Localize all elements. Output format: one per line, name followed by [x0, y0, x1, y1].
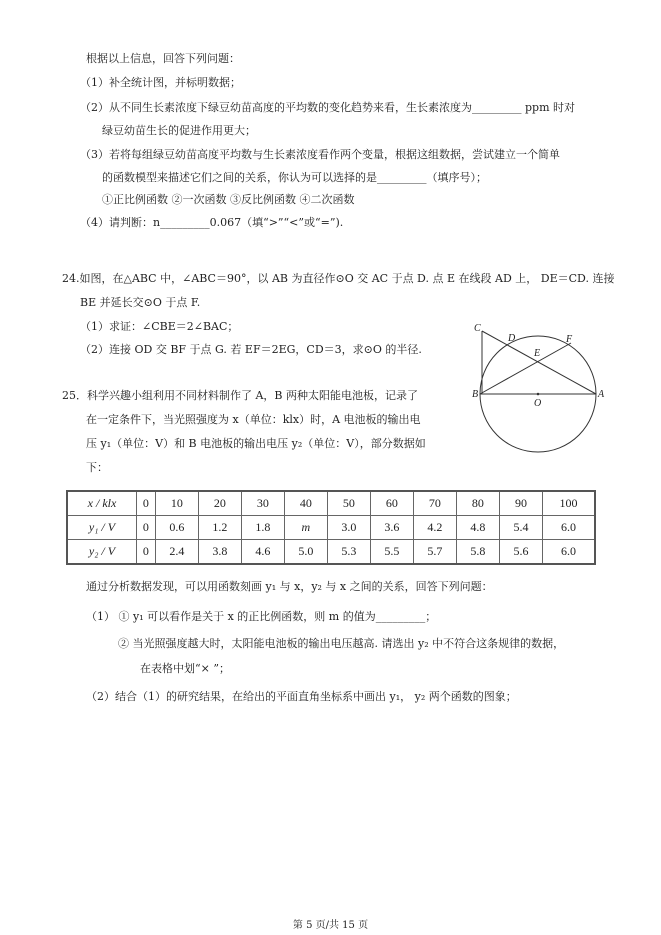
table-cell: 5.3	[327, 540, 370, 565]
table-row	[67, 516, 595, 540]
segment-ac	[482, 331, 596, 394]
table-cell: 2.4	[155, 540, 198, 565]
table-cell: 0	[137, 516, 156, 540]
q25-stem-3: 压 y₁（单位：V）和 B 电池板的输出电压 y₂（单位：V），部分数据如	[86, 437, 426, 450]
q23-part3-cont: 的函数模型来描述它们之间的关系，你认为可以选择的是_________（填序号）；	[102, 171, 487, 184]
q24-stem: 24.如图，在△ABC 中，∠ABC＝90°，以 AB 为直径作⊙O 交 AC 于点 D. 点 E 在线段 AD 上， DE＝CD. 连接	[62, 272, 615, 285]
table-cell: 0	[137, 540, 156, 565]
table-cell: 5.6	[499, 540, 542, 565]
table-cell: 4.6	[241, 540, 284, 565]
q23-part3: （3）若将每组绿豆幼苗高度平均数与生长素浓度看作两个变量，根据这组数据，尝试建立一个简单	[80, 148, 560, 161]
table-cell: 30	[241, 491, 284, 516]
label-o: O	[534, 398, 542, 409]
table-cell: 1.2	[198, 516, 241, 540]
table-cell: 20	[198, 491, 241, 516]
label-d: D	[508, 333, 516, 344]
table-cell: 40	[284, 491, 327, 516]
q25-part1-2: ② 当光照强度越大时，太阳能电池板的输出电压越高. 请选出 y₂ 中不符合这条规律的数据，	[118, 637, 565, 650]
q25-stem-2: 在一定条件下，当光照强度为 x（单位：klx）时，A 电池板的输出电	[86, 413, 421, 426]
q25-part1-2-cont: 在表格中划“× ”；	[140, 662, 230, 675]
table-cell: 10	[155, 491, 198, 516]
label-f: F	[566, 334, 573, 345]
q23-options: ①正比例函数 ②一次函数 ③反比例函数 ④二次函数	[102, 193, 355, 206]
q25-part1-1: （1） ① y₁ 可以看作是关于 x 的正比例函数，则 m 的值为_________；	[86, 610, 437, 623]
table-cell: 5.5	[370, 540, 413, 565]
table-cell: 3.0	[327, 516, 370, 540]
table-cell: 3.8	[198, 540, 241, 565]
table-cell: 50	[327, 491, 370, 516]
q25-part2: （2）结合（1）的研究结果，在给出的平面直角坐标系中画出 y₁， y₂ 两个函数的图象；	[86, 690, 517, 703]
q25-stem: 25．科学兴趣小组利用不同材料制作了 A，B 两种太阳能电池板，记录了	[62, 389, 419, 402]
q24-part2: （2）连接 OD 交 BF 于点 G. 若 EF＝2EG，CD＝3，求⊙O 的半径.	[80, 343, 422, 356]
table-cell: 5.8	[456, 540, 499, 565]
table-cell: 80	[456, 491, 499, 516]
row-header: x / klx	[67, 491, 137, 516]
center-point	[537, 393, 540, 396]
q23-part2: （2）从不同生长素浓度下绿豆幼苗高度的平均数的变化趋势来看，生长素浓度为_________ ppm 时对	[80, 101, 576, 114]
table-cell: 70	[413, 491, 456, 516]
q24-part1: （1）求证：∠CBE＝2∠BAC；	[80, 320, 239, 333]
q23-part4: （4）请判断：n_________0.067（填“>”“<”或“=”).	[80, 216, 344, 229]
q23-intro: 根据以上信息，回答下列问题：	[86, 52, 240, 65]
q25-stem-4: 下：	[86, 461, 108, 474]
page-footer: 第 5 页/共 15 页	[292, 920, 369, 931]
table-cell: 5.0	[284, 540, 327, 565]
label-b: B	[472, 389, 479, 400]
q24-stem-cont: BE 并延长交⊙O 于点 F.	[80, 296, 201, 309]
table-cell: 5.4	[499, 516, 542, 540]
label-e: E	[534, 348, 541, 359]
table-cell: 4.2	[413, 516, 456, 540]
row-header: y₂ / V	[67, 540, 137, 565]
q23-part2-cont: 绿豆幼苗生长的促进作用更大；	[102, 124, 256, 137]
table-cell: 0	[137, 491, 156, 516]
table-cell: 4.8	[456, 516, 499, 540]
table-cell: 1.8	[241, 516, 284, 540]
table-cell: 6.0	[542, 540, 595, 565]
table-cell: m	[284, 516, 327, 540]
table-cell: 0.6	[155, 516, 198, 540]
q23-part1: （1）补全统计图，并标明数据；	[80, 76, 241, 89]
q25-analysis: 通过分析数据发现，可以用函数刻画 y₁ 与 x，y₂ 与 x 之间的关系，回答下列问题：	[86, 580, 493, 593]
table-cell: 60	[370, 491, 413, 516]
table-cell: 6.0	[542, 516, 595, 540]
table-cell: 100	[542, 491, 595, 516]
table-row	[67, 540, 595, 565]
geometry-figure	[470, 318, 610, 458]
table-cell: 3.6	[370, 516, 413, 540]
row-header: y₁ / V	[67, 516, 137, 540]
table-cell: 90	[499, 491, 542, 516]
label-a: A	[598, 389, 605, 400]
segment-bf	[480, 343, 571, 394]
label-c: C	[474, 323, 481, 334]
data-table	[66, 490, 596, 565]
table-cell: 5.7	[413, 540, 456, 565]
table-row	[67, 491, 595, 516]
